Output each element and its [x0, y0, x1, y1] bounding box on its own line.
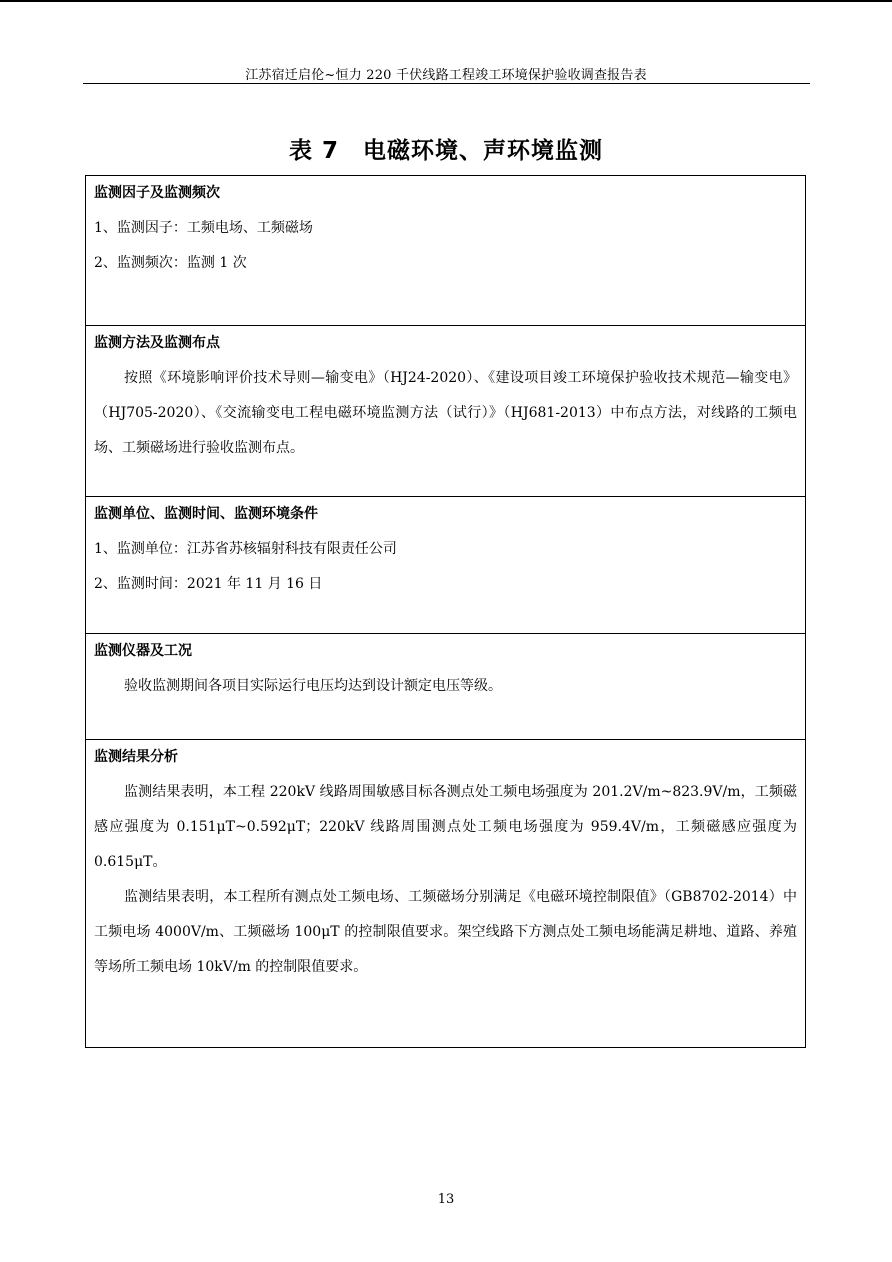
- section-heading: 监测结果分析: [94, 749, 178, 765]
- section-heading: 监测仪器及工况: [94, 643, 192, 659]
- section-method-layout: [86, 326, 805, 497]
- page-top-border: [0, 0, 892, 2]
- page-number: 13: [437, 1192, 455, 1207]
- monitoring-factor-line: 1、监测因子：工频电场、工频磁场: [94, 220, 313, 236]
- results-paragraph: 监测结果表明，本工程所有测点处工频电场、工频磁场分别满足《电磁环境控制限值》（GB8702-2014）中工频电场 4000V/m、工频磁场 100μT 的控制限值要求。架空线路下方测点处工频电场能满足耕地、道路、养殖等场所工频电场 10kV/m 的控制限值要求。: [94, 889, 797, 975]
- method-paragraph: 按照《环境影响评价技术导则—输变电》（HJ24-2020）、《建设项目竣工环境保护验收技术规范—输变电》（HJ705-2020）、《交流输变电工程电磁环境监测方法（试行）》（HJ681-2013）中布点方法，对线路的工频电场、工频磁场进行验收监测布点。: [94, 370, 797, 456]
- results-paragraph: 监测结果表明，本工程 220kV 线路周围敏感目标各测点处工频电场强度为 201.2V/m~823.9V/m，工频磁感应强度为 0.151μT~0.592μT；220kV 线路周围测点处工频电场强度为 959.4V/m，工频磁感应强度为 0.615μT。: [94, 784, 797, 870]
- monitoring-frequency-line: 2、监测频次：监测 1 次: [94, 255, 247, 271]
- monitoring-table: [85, 175, 806, 1048]
- monitoring-unit-line: 1、监测单位：江苏省苏核辐射科技有限责任公司: [94, 541, 397, 557]
- page-title: 表 7 电磁环境、声环境监测: [288, 138, 603, 164]
- section-results-analysis: [86, 740, 805, 1047]
- header-rule: [83, 83, 810, 84]
- section-heading: 监测因子及监测频次: [94, 185, 220, 201]
- instruments-paragraph: 验收监测期间各项目实际运行电压均达到设计额定电压等级。: [124, 678, 502, 694]
- section-unit-time-conditions: [86, 497, 805, 634]
- section-instruments-conditions: [86, 634, 805, 740]
- section-factors-frequency: [86, 176, 805, 326]
- running-header: 江苏宿迁启伦~恒力 220 千伏线路工程竣工环境保护验收调查报告表: [245, 68, 647, 83]
- monitoring-time-line: 2、监测时间：2021 年 11 月 16 日: [94, 576, 323, 592]
- section-heading: 监测方法及监测布点: [94, 335, 220, 351]
- section-heading: 监测单位、监测时间、监测环境条件: [94, 506, 318, 522]
